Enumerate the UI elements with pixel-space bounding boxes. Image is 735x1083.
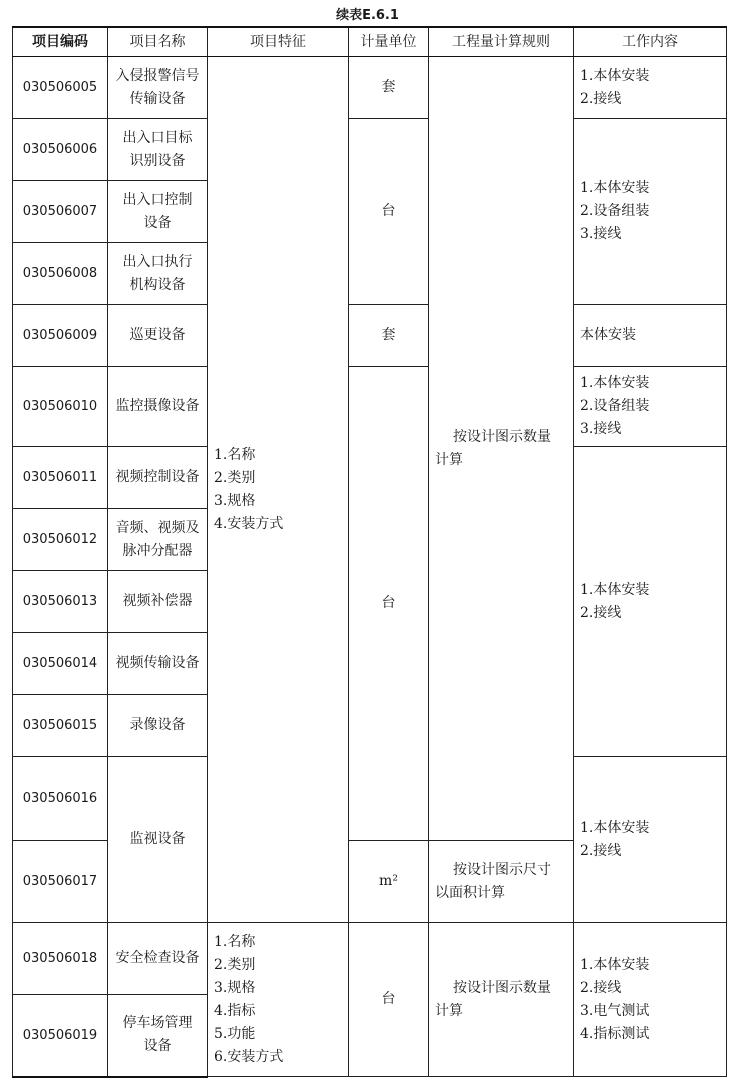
item-code: 030506010 xyxy=(13,367,108,447)
item-unit: 台 xyxy=(349,923,429,1077)
item-name-line: 机构设备 xyxy=(129,276,186,293)
item-name-line: 识别设备 xyxy=(129,152,186,169)
item-unit: m² xyxy=(349,841,429,923)
item-unit: 套 xyxy=(349,305,429,367)
rule-line: 计算 xyxy=(435,1002,463,1019)
item-name-line: 设备 xyxy=(143,1038,172,1055)
item-name-line: 设备 xyxy=(143,214,172,231)
table-row xyxy=(13,57,727,119)
work-line: 1.本体安装 xyxy=(580,581,650,598)
feature-line: 2.类别 xyxy=(214,956,256,973)
item-name-line: 出入口控制 xyxy=(122,191,193,208)
feature-line: 1.名称 xyxy=(214,446,256,463)
feature-line: 6.安装方式 xyxy=(214,1048,284,1065)
work-line: 2.接线 xyxy=(580,842,622,859)
work-line: 2.接线 xyxy=(580,604,622,621)
item-name xyxy=(108,119,208,181)
item-name: 安全检查设备 xyxy=(108,923,208,995)
item-code: 030506016 xyxy=(13,757,108,841)
item-rule xyxy=(429,923,574,1077)
work-line: 4.指标测试 xyxy=(580,1025,650,1042)
item-code: 030506011 xyxy=(13,447,108,509)
item-name-line: 传输设备 xyxy=(129,90,186,107)
table-row xyxy=(13,305,727,367)
item-work xyxy=(574,923,727,1077)
header-features: 项目特征 xyxy=(208,27,349,57)
work-line: 1.本体安装 xyxy=(580,956,650,973)
item-name-line: 脉冲分配器 xyxy=(122,542,193,559)
item-code: 030506009 xyxy=(13,305,108,367)
header-row xyxy=(13,27,727,57)
item-name xyxy=(108,509,208,571)
item-name: 视频补偿器 xyxy=(108,571,208,633)
item-name xyxy=(108,995,208,1077)
item-name-line: 停车场管理 xyxy=(122,1015,193,1032)
work-line: 1.本体安装 xyxy=(580,375,650,391)
header-unit: 计量单位 xyxy=(349,27,429,57)
item-name xyxy=(108,181,208,243)
work-line: 3.接线 xyxy=(580,226,622,242)
item-code: 030506012 xyxy=(13,509,108,571)
item-work xyxy=(574,447,727,757)
item-code: 030506007 xyxy=(13,181,108,243)
item-work xyxy=(574,757,727,923)
rule-line: 计算 xyxy=(435,451,463,468)
item-code: 030506013 xyxy=(13,571,108,633)
item-name xyxy=(108,57,208,119)
item-code: 030506019 xyxy=(13,995,108,1077)
header-name: 项目名称 xyxy=(108,27,208,57)
table-caption: 续表E.6.1 xyxy=(336,8,399,23)
item-code: 030506008 xyxy=(13,243,108,305)
item-name: 监视设备 xyxy=(108,757,208,923)
work-line: 2.接线 xyxy=(580,979,622,996)
rule-line: 按设计图示数量 xyxy=(453,428,551,445)
item-name: 监控摄像设备 xyxy=(108,367,208,447)
header-rule: 工程量计算规则 xyxy=(429,27,574,57)
rule-line: 按设计图示数量 xyxy=(453,979,551,996)
item-name-line: 出入口目标 xyxy=(122,129,193,146)
item-name-line: 出入口执行 xyxy=(122,253,193,270)
item-name: 视频控制设备 xyxy=(108,447,208,509)
item-code: 030506018 xyxy=(13,923,108,995)
rule-line: 按设计图示尺寸 xyxy=(453,861,551,878)
item-unit: 套 xyxy=(349,57,429,119)
work-line: 1.本体安装 xyxy=(580,819,650,836)
item-name-line: 入侵报警信号 xyxy=(115,67,200,84)
feature-line: 4.安装方式 xyxy=(214,515,284,532)
item-code: 030506017 xyxy=(13,841,108,923)
work-line: 3.电气测试 xyxy=(580,1002,650,1019)
rule-line: 以面积计算 xyxy=(435,884,505,901)
item-name xyxy=(108,243,208,305)
work-line: 2.接线 xyxy=(580,90,622,107)
item-name: 视频传输设备 xyxy=(108,633,208,695)
header-work: 工作内容 xyxy=(574,27,727,57)
item-code: 030506005 xyxy=(13,57,108,119)
item-code: 030506006 xyxy=(13,119,108,181)
feature-line: 4.指标 xyxy=(214,1002,256,1019)
table-row xyxy=(13,367,727,447)
feature-line: 1.名称 xyxy=(214,933,256,950)
work-line: 1.本体安装 xyxy=(580,180,650,196)
item-unit: 台 xyxy=(349,367,429,841)
feature-line: 3.规格 xyxy=(214,492,256,509)
item-rule xyxy=(429,57,574,841)
feature-line: 2.类别 xyxy=(214,469,256,486)
item-work xyxy=(574,57,727,119)
item-rule xyxy=(429,841,574,923)
item-name: 录像设备 xyxy=(108,695,208,757)
item-code: 030506015 xyxy=(13,695,108,757)
item-work xyxy=(574,119,727,305)
work-line: 1.本体安装 xyxy=(580,67,650,84)
item-work xyxy=(574,367,727,447)
header-code: 项目编码 xyxy=(13,27,108,57)
item-features xyxy=(208,923,349,1077)
item-name-line: 音频、视频及 xyxy=(115,519,200,536)
work-line: 2.设备组装 xyxy=(580,203,650,219)
table-row xyxy=(13,923,727,995)
work-line: 3.接线 xyxy=(580,421,622,437)
item-name: 巡更设备 xyxy=(108,305,208,367)
item-code: 030506014 xyxy=(13,633,108,695)
table-row xyxy=(13,119,727,181)
bill-of-quantities-table xyxy=(12,26,727,1078)
feature-line: 3.规格 xyxy=(214,979,256,996)
item-features xyxy=(208,57,349,923)
work-line: 2.设备组装 xyxy=(580,398,650,414)
item-unit: 台 xyxy=(349,119,429,305)
feature-line: 5.功能 xyxy=(214,1025,256,1042)
item-work: 本体安装 xyxy=(574,305,727,367)
